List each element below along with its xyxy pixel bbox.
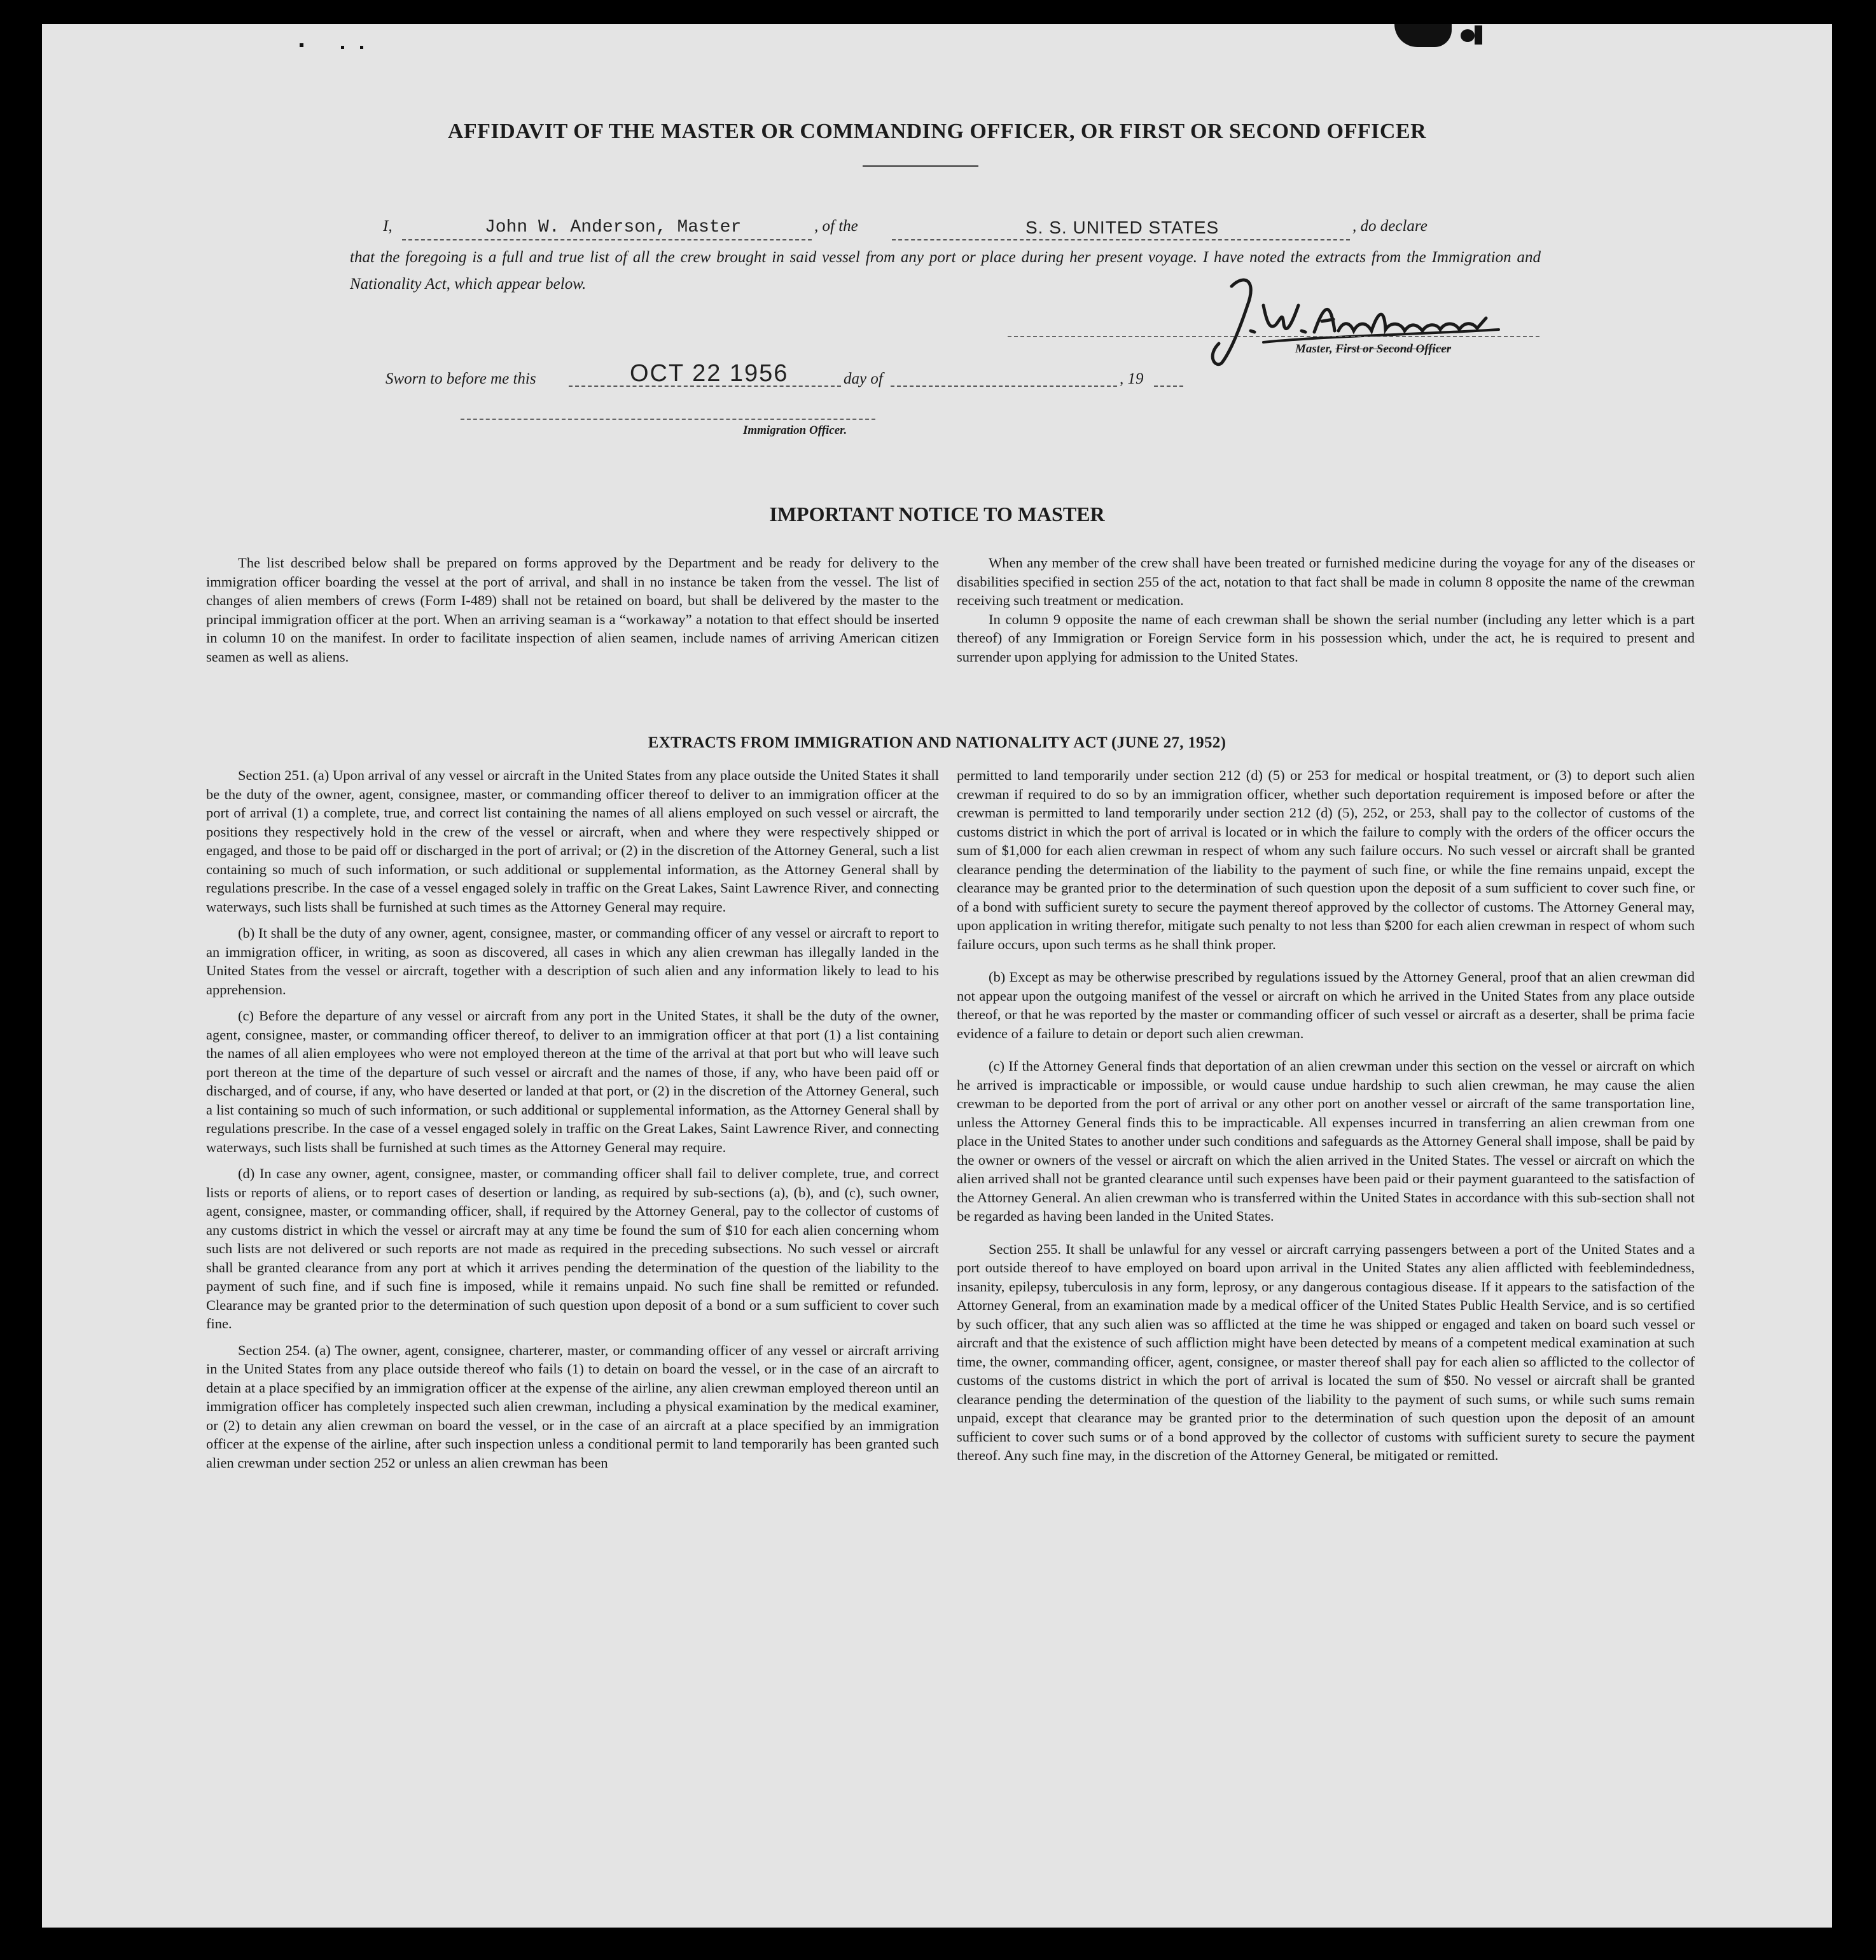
year-field	[1154, 364, 1183, 387]
section-254-c: (c) If the Attorney General finds that deportation of an alien crewman under this section on the vessel or aircraft on which he arrived is impracticable or impossible, or would cause undue hardship to such alien crewman, he may cause the alien crewman to be deported from the port of arrival or any other port on another vessel or aircraft of the same transportation line, unless the Attorney General finds this to be impracticable. All expenses incurred in transferring an alien crewman from one place in the United States to another under such conditions and safeguards as the Attorney General shall impose, shall be paid by the owner or owners of the vessel or aircraft on which the alien arrived in the United States. The vessel or aircraft on which the alien arrived shall not be granted clearance until such expenses have been paid or their payment guaranteed to the satisfaction of the Attorney General. An alien crewman who is transferred within the United States in accordance with this sub-section shall not be regarded as having been landed in the United States.	[957, 1058, 1695, 1224]
scan-artifact	[1394, 24, 1452, 47]
do-declare-label: , do declare	[1352, 218, 1428, 235]
declaration-line	[383, 218, 1541, 243]
section-251-b: (b) It shall be the duty of any owner, agent, consignee, master, or commanding officer of any vessel or aircraft to report to an immigration officer, in writing, as soon as discovered, all cases in which any alien crewman has illegally landed in the United States from the vessel or aircraft, together with a description of such alien and any information likely to lead to his apprehension.	[206, 925, 939, 997]
of-the-label: , of the	[814, 218, 858, 235]
section-254-b: (b) Except as may be otherwise prescribed by regulations issued by the Attorney General, proof that an alien crewman did not appear upon the outgoing manifest of the vessel or aircraft on which he arrived in the United States from any place outside thereof, or that he was reported by the master or commanding officer of such vessel or aircraft as a deserter, shall be prima facie evidence of a failure to detain or deport such alien crewman.	[957, 969, 1695, 1041]
master-name-field	[402, 218, 812, 240]
sworn-line	[386, 361, 1225, 389]
immigration-officer-caption: Immigration Officer.	[743, 424, 847, 437]
scan-artifact	[341, 46, 344, 49]
signature-line	[1008, 336, 1539, 337]
sworn-date-stamp: OCT 22 1956	[630, 360, 789, 387]
section-251-d: (d) In case any owner, agent, consignee, master, or commanding officer shall fail to deliver complete, true, and correct lists or reports of aliens, or to report cases of desertion or landing, as required by sub-sections (a), (b), and (c), such owner, agent, consignee, master, or commanding officer, shall, if required by the Attorney General, pay to the collector of customs of any customs district in which the vessel or aircraft may at any time be found the sum of $10 for each alien concerning whom such lists are not delivered or such reports are not made as required in the preceding subsections. No such vessel or aircraft shall be granted clearance from any port at which it arrives pending the determination of the question of the liability to the payment of such fine, and if such fine is imposed, while it remains unpaid. No such fine shall be remitted or refunded. Clearance may be granted prior to the determination of such question upon deposit of a bond or a sum sufficient to cover such fine.	[206, 1165, 939, 1331]
notice-right-paragraph: When any member of the crew shall have been treated or furnished medicine during the voyage for any of the diseases or disabilities specified in section 255 of the act, notation to that fact shall be made in column 8 opposite the name of the crewman receiving such treatment or medication.	[957, 555, 1695, 608]
section-251-c: (c) Before the departure of any vessel or aircraft from any port in the United States, it shall be the duty of the owner, agent, consignee, master, or commanding officer thereof, to deliver to an immigration officer at that port (1) a list containing the names of all alien employees who were not employed thereon at the time of the arrival at that port but who will leave such port thereon at the time of the departure of such vessel or aircraft and the names of those, if any, who have been paid off or discharged, and of course, if any, who have deserted or landed at that port, or (2) in the discretion of the Attorney General, such a list containing so much of such information, or such additional or supplemental information, as the Attorney General shall by regulations prescribe. In the case of a vessel engaged solely in traffic on the Great Lakes, Saint Lawrence River, and connecting waterways, such lists shall be furnished at such times as the Attorney General may require.	[206, 1008, 939, 1155]
vessel-name-value: S. S. UNITED STATES	[1025, 218, 1219, 237]
signature-caption	[1295, 342, 1451, 356]
signature-caption-struck: First or Second Officer	[1335, 342, 1452, 356]
day-of-label: day of	[844, 370, 883, 387]
affidavit-title: AFFIDAVIT OF THE MASTER OR COMMANDING OFFICER, OR FIRST OR SECOND OFFICER	[447, 120, 1427, 143]
section-254-a: Section 254. (a) The owner, agent, consignee, charterer, master, or commanding officer of any vessel or aircraft arriving in the United States from any place outside thereof who fails (1) to detain on board the vessel, or in the case of an aircraft to detain at a place specified by an immigration officer at the expense of the airline, any alien crewman employed thereon until an immigration officer has completely inspected such alien crewman, including a physical examination by the medical examiner, or (2) to detain any alien crewman on board the vessel, or in the case of an aircraft at a place specified by an immigration officer at the expense of the airline, after such inspection unless a conditional permit to land temporarily has been granted such alien crewman under section 252 or unless an alien crewman has been	[206, 1342, 939, 1471]
notice-right-column	[957, 553, 1695, 666]
document-page	[42, 24, 1832, 1928]
notice-left-column	[206, 553, 939, 666]
declaration-text: that the foregoing is a full and true list of all the crew brought in said vessel from any port or place during her present voyage. I have noted the extracts from the Immigration and Nationality Act, which appear below.	[350, 249, 1541, 293]
notice-right-paragraph: In column 9 opposite the name of each crewman shall be shown the serial number (including any letter which is a part thereof) of any Immigration or Foreign Service form in his possession which, under the act, he is required to present and surrender upon applying for admission to the United States.	[957, 611, 1695, 665]
section-251-a: Section 251. (a) Upon arrival of any vessel or aircraft in the United States from any place outside the United States it shall be the duty of the owner, agent, consignee, master, or commanding officer thereof to deliver to an immigration officer at the port of arrival (1) a complete, true, and correct list containing the names of all aliens employed on such vessel or aircraft, the positions they respectively hold in the crew of the vessel or aircraft, when and where they were respectively shipped or engaged, and those to be paid off or discharged in the port of arrival; or (2) in the discretion of the Attorney General, such a list containing so much of such information, or such additional or supplemental information, as the Attorney General shall by regulations prescribe. In the case of a vessel engaged solely in traffic on the Great Lakes, Saint Lawrence River, and connecting waterways, such lists shall be furnished at such times as the Attorney General may require.	[206, 767, 939, 915]
scan-artifact	[300, 43, 303, 47]
master-name-value: John W. Anderson, Master	[485, 218, 742, 237]
section-255: Section 255. It shall be unlawful for any vessel or aircraft carrying passengers between a port of the United States and a port outside thereof to have employed on board upon arrival in the United States any alien afflicted with feeblemindedness, insanity, epilepsy, tuberculosis in any form, leprosy, or any dangerous contagious disease. If it appears to the satisfaction of the Attorney General, from an examination made by a medical officer of the United States Public Health Service, and is so certified by such officer, that any such alien was so afflicted at the time he was shipped or engaged and taken on board such vessel or aircraft and that the existence of such affliction might have been detected by means of a competent medical examination at such time, the owner, commanding officer, agent, consignee, or master thereof shall pay for each alien so afflicted to the collector of customs of the customs district in which the port of arrival is located the sum of $50. No vessel or aircraft shall be granted clearance pending the determination of the question of the liability to the payment of such sums, or while such sums remain unpaid, except that clearance may be granted prior to the determination of such question upon the deposit of an amount sufficient to cover such sums or of a bond approved by the collector of customs with sufficient surety to secure the payment thereof. Any such fine may, in the discretion of the Attorney General, be mitigated or remitted.	[957, 1241, 1695, 1463]
extracts-right-column	[957, 766, 1695, 1465]
immigration-officer-line	[461, 419, 875, 420]
year-label: , 19	[1120, 370, 1144, 387]
extracts-title: EXTRACTS FROM IMMIGRATION AND NATIONALITY ACT (JUNE 27, 1952)	[648, 734, 1226, 751]
section-254-a-continued: permitted to land temporarily under section 212 (d) (5) or 253 for medical or hospital treatment, or (3) to deport such alien crewman if required to do so by an immigration officer, whether such deportation requirement is imposed before or after the crewman is permitted to land temporarily under section 212 (d) (5), 252, or 253, shall pay to the collector of customs of the customs district in which the port of arrival is located or in which the failure to comply with the orders of the officer occurs the sum of $1,000 for each alien crewman in respect of whom any such failure occurs. No such vessel or aircraft shall be granted clearance pending the determination of the liability to the payment of such fine, or while the fine remains unpaid, except the clearance may be granted prior to the determination of such question upon the deposit of a sum sufficient to cover such fine, or of a bond with sufficient surety to secure the payment thereof approved by the collector of customs. The Attorney General may, upon application in writing therefor, mitigate such penalty to not less than $200 for each alien crewman in respect of whom such failure occurs, upon such terms as he shall think proper.	[957, 767, 1695, 952]
scan-artifact	[360, 46, 363, 49]
title-rule	[863, 165, 978, 167]
extracts-left-column	[206, 766, 939, 1472]
sworn-date-field	[569, 360, 841, 387]
scan-artifact	[1475, 25, 1482, 45]
month-field	[891, 364, 1117, 387]
sworn-label: Sworn to before me this	[386, 370, 536, 387]
i-label: I,	[383, 218, 393, 235]
notice-title: IMPORTANT NOTICE TO MASTER	[769, 503, 1105, 525]
vessel-name-field	[892, 218, 1350, 240]
scan-artifact	[1461, 29, 1475, 42]
signature-caption-master: Master,	[1295, 342, 1333, 356]
notice-left-paragraph: The list described below shall be prepared on forms approved by the Department and be ready for delivery to the immigration officer boarding the vessel at the port of arrival, and shall in no instance be taken from the vessel. The list of changes of alien members of crews (Form I-489) shall not be retained on board, but shall be delivered by the master to the principal immigration officer at the port. When an arriving seaman is a “workaway” a notation to that effect should be inserted in column 10 on the manifest. In order to facilitate inspection of alien seamen, include names of arriving American citizen seamen as well as aliens.	[206, 555, 939, 665]
